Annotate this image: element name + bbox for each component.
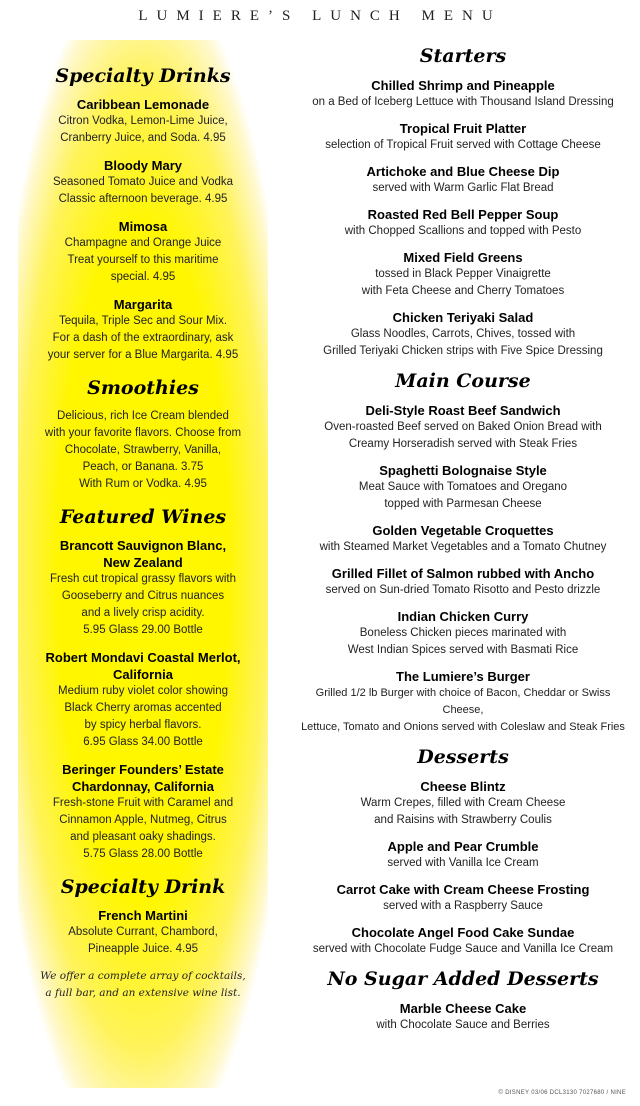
item-name: Marble Cheese Cake bbox=[399, 1001, 527, 1016]
specialty-drinks-heading: Specialty Drinks bbox=[55, 65, 231, 87]
item-description: Fresh cut tropical grassy flavors with Gooseberry and Citrus nuances and a lively crisp acidity. 5.95 Glass 29.00 Bottle bbox=[50, 573, 236, 636]
item-name: The Lumiere’s Burger bbox=[396, 669, 530, 684]
menu-item bbox=[298, 881, 628, 915]
menu-item bbox=[298, 838, 628, 872]
menu-item bbox=[18, 408, 268, 493]
item-name: Cheese Blintz bbox=[420, 779, 506, 794]
main-course-heading: Main Course bbox=[395, 370, 531, 392]
item-description: with Steamed Market Vegetables and a Tomato Chutney bbox=[319, 541, 607, 553]
menu-item bbox=[298, 1000, 628, 1034]
item-name: Mixed Field Greens bbox=[403, 250, 523, 265]
item-description: selection of Tropical Fruit served with Cottage Cheese bbox=[325, 139, 601, 151]
item-description: Warm Crepes, filled with Cream Cheese and Raisins with Strawberry Coulis bbox=[360, 797, 566, 826]
item-description: served with Warm Garlic Flat Bread bbox=[372, 182, 554, 194]
item-name: Deli-Style Roast Beef Sandwich bbox=[365, 403, 561, 418]
item-name: Spaghetti Bolognaise Style bbox=[379, 463, 547, 478]
menu-item bbox=[298, 402, 628, 453]
item-description: with Chopped Scallions and topped with Pesto bbox=[344, 225, 582, 237]
item-name: Bloody Mary bbox=[103, 158, 182, 173]
item-description: Oven-roasted Beef served on Baked Onion Bread with Creamy Horseradish served with Steak Fries bbox=[324, 421, 602, 450]
item-name: Chicken Teriyaki Salad bbox=[392, 310, 534, 325]
item-name: Artichoke and Blue Cheese Dip bbox=[366, 164, 560, 179]
item-name: Tropical Fruit Platter bbox=[399, 121, 527, 136]
copyright-credit: © DISNEY 03/06 DCL3130 7027680 / NINE bbox=[498, 1090, 626, 1096]
menu-item bbox=[18, 907, 268, 958]
item-name: French Martini bbox=[98, 908, 188, 923]
menu-item bbox=[18, 218, 268, 286]
item-description: Delicious, rich Ice Cream blended with your favorite flavors. Choose from Chocolate, Strawberry, Vanilla, Peach, or Banana. 3.75 With Rum or Vodka. 4.95 bbox=[44, 410, 242, 490]
item-name: Margarita bbox=[113, 297, 173, 312]
item-name: Indian Chicken Curry bbox=[397, 609, 529, 624]
item-name: Robert Mondavi Coastal Merlot, California bbox=[45, 650, 241, 682]
item-description: Glass Noodles, Carrots, Chives, tossed with Grilled Teriyaki Chicken strips with Five Spice Dressing bbox=[323, 328, 603, 357]
smoothies-heading: Smoothies bbox=[87, 377, 199, 399]
menu-item bbox=[298, 120, 628, 154]
drinks-panel bbox=[18, 40, 268, 1088]
item-name: Carrot Cake with Cream Cheese Frosting bbox=[336, 882, 590, 897]
item-description: Seasoned Tomato Juice and Vodka Classic afternoon beverage. 4.95 bbox=[52, 176, 234, 205]
item-name: Brancott Sauvignon Blanc, New Zealand bbox=[59, 538, 227, 570]
item-description: Meat Sauce with Tomatoes and Oregano topped with Parmesan Cheese bbox=[358, 481, 568, 510]
item-description: Boneless Chicken pieces marinated with West Indian Spices served with Basmati Rice bbox=[347, 627, 579, 656]
menu-item bbox=[298, 163, 628, 197]
item-description: served with Vanilla Ice Cream bbox=[387, 857, 539, 869]
menu-item bbox=[18, 296, 268, 364]
menu-item bbox=[18, 96, 268, 147]
item-description: served with a Raspberry Sauce bbox=[383, 900, 543, 912]
item-description: served with Chocolate Fudge Sauce and Vanilla Ice Cream bbox=[312, 943, 614, 955]
food-panel bbox=[298, 40, 628, 1043]
item-description: with Chocolate Sauce and Berries bbox=[376, 1019, 550, 1031]
bar-footnote: We offer a complete array of cocktails, a full bar, and an extensive wine list. bbox=[40, 970, 246, 999]
item-description: Grilled 1/2 lb Burger with choice of Bacon, Cheddar or Swiss Cheese, Lettuce, Tomato and Onions served with Coleslaw and Steak Fries bbox=[301, 687, 625, 733]
item-description: Tequila, Triple Sec and Sour Mix. For a dash of the extraordinary, ask your server for a Blue Margarita. 4.95 bbox=[47, 315, 239, 361]
item-name: Caribbean Lemonade bbox=[76, 97, 210, 112]
item-description: Champagne and Orange Juice Treat yourself to this maritime special. 4.95 bbox=[64, 237, 222, 283]
item-name: Roasted Red Bell Pepper Soup bbox=[367, 207, 559, 222]
menu-item bbox=[298, 522, 628, 556]
item-description: Citron Vodka, Lemon-Lime Juice, Cranberry Juice, and Soda. 4.95 bbox=[58, 115, 228, 144]
drinks-panel-content bbox=[18, 64, 268, 1002]
item-name: Mimosa bbox=[118, 219, 168, 234]
featured-wines-heading: Featured Wines bbox=[59, 506, 227, 528]
menu-item bbox=[18, 649, 268, 751]
menu-item bbox=[18, 537, 268, 639]
menu-item bbox=[298, 309, 628, 360]
item-description: Absolute Currant, Chambord, Pineapple Juice. 4.95 bbox=[68, 926, 218, 955]
menu-item bbox=[298, 924, 628, 958]
menu-item bbox=[298, 77, 628, 111]
starters-heading: Starters bbox=[419, 45, 507, 67]
item-name: Golden Vegetable Croquettes bbox=[372, 523, 554, 538]
menu-item bbox=[18, 761, 268, 863]
menu-item bbox=[298, 462, 628, 513]
menu-item bbox=[298, 249, 628, 300]
item-description: served on Sun-dried Tomato Risotto and Pesto drizzle bbox=[325, 584, 601, 596]
item-description: Medium ruby violet color showing Black Cherry aromas accented by spicy herbal flavors. 6.95 Glass 34.00 Bottle bbox=[57, 685, 229, 748]
menu-item bbox=[298, 206, 628, 240]
menu-item bbox=[298, 608, 628, 659]
item-name: Chocolate Angel Food Cake Sundae bbox=[351, 925, 575, 940]
menu-title: LUMIERE’S LUNCH MENU bbox=[138, 8, 502, 24]
item-description: tossed in Black Pepper Vinaigrette with Feta Cheese and Cherry Tomatoes bbox=[361, 268, 565, 297]
menu-item bbox=[298, 668, 628, 736]
item-name: Chilled Shrimp and Pineapple bbox=[371, 78, 555, 93]
specialty-drink-heading: Specialty Drink bbox=[60, 876, 226, 898]
no-sugar-desserts-heading: No Sugar Added Desserts bbox=[327, 968, 599, 990]
item-description: on a Bed of Iceberg Lettuce with Thousand Island Dressing bbox=[312, 96, 614, 108]
menu-item bbox=[18, 157, 268, 208]
desserts-heading: Desserts bbox=[417, 746, 509, 768]
item-description: Fresh-stone Fruit with Caramel and Cinnamon Apple, Nutmeg, Citrus and pleasant oaky shadings. 5.75 Glass 28.00 Bottle bbox=[52, 797, 234, 860]
menu-item bbox=[298, 565, 628, 599]
item-name: Beringer Founders’ Estate Chardonnay, California bbox=[62, 762, 224, 794]
item-name: Apple and Pear Crumble bbox=[387, 839, 539, 854]
item-name: Grilled Fillet of Salmon rubbed with Ancho bbox=[331, 566, 595, 581]
menu-item bbox=[298, 778, 628, 829]
